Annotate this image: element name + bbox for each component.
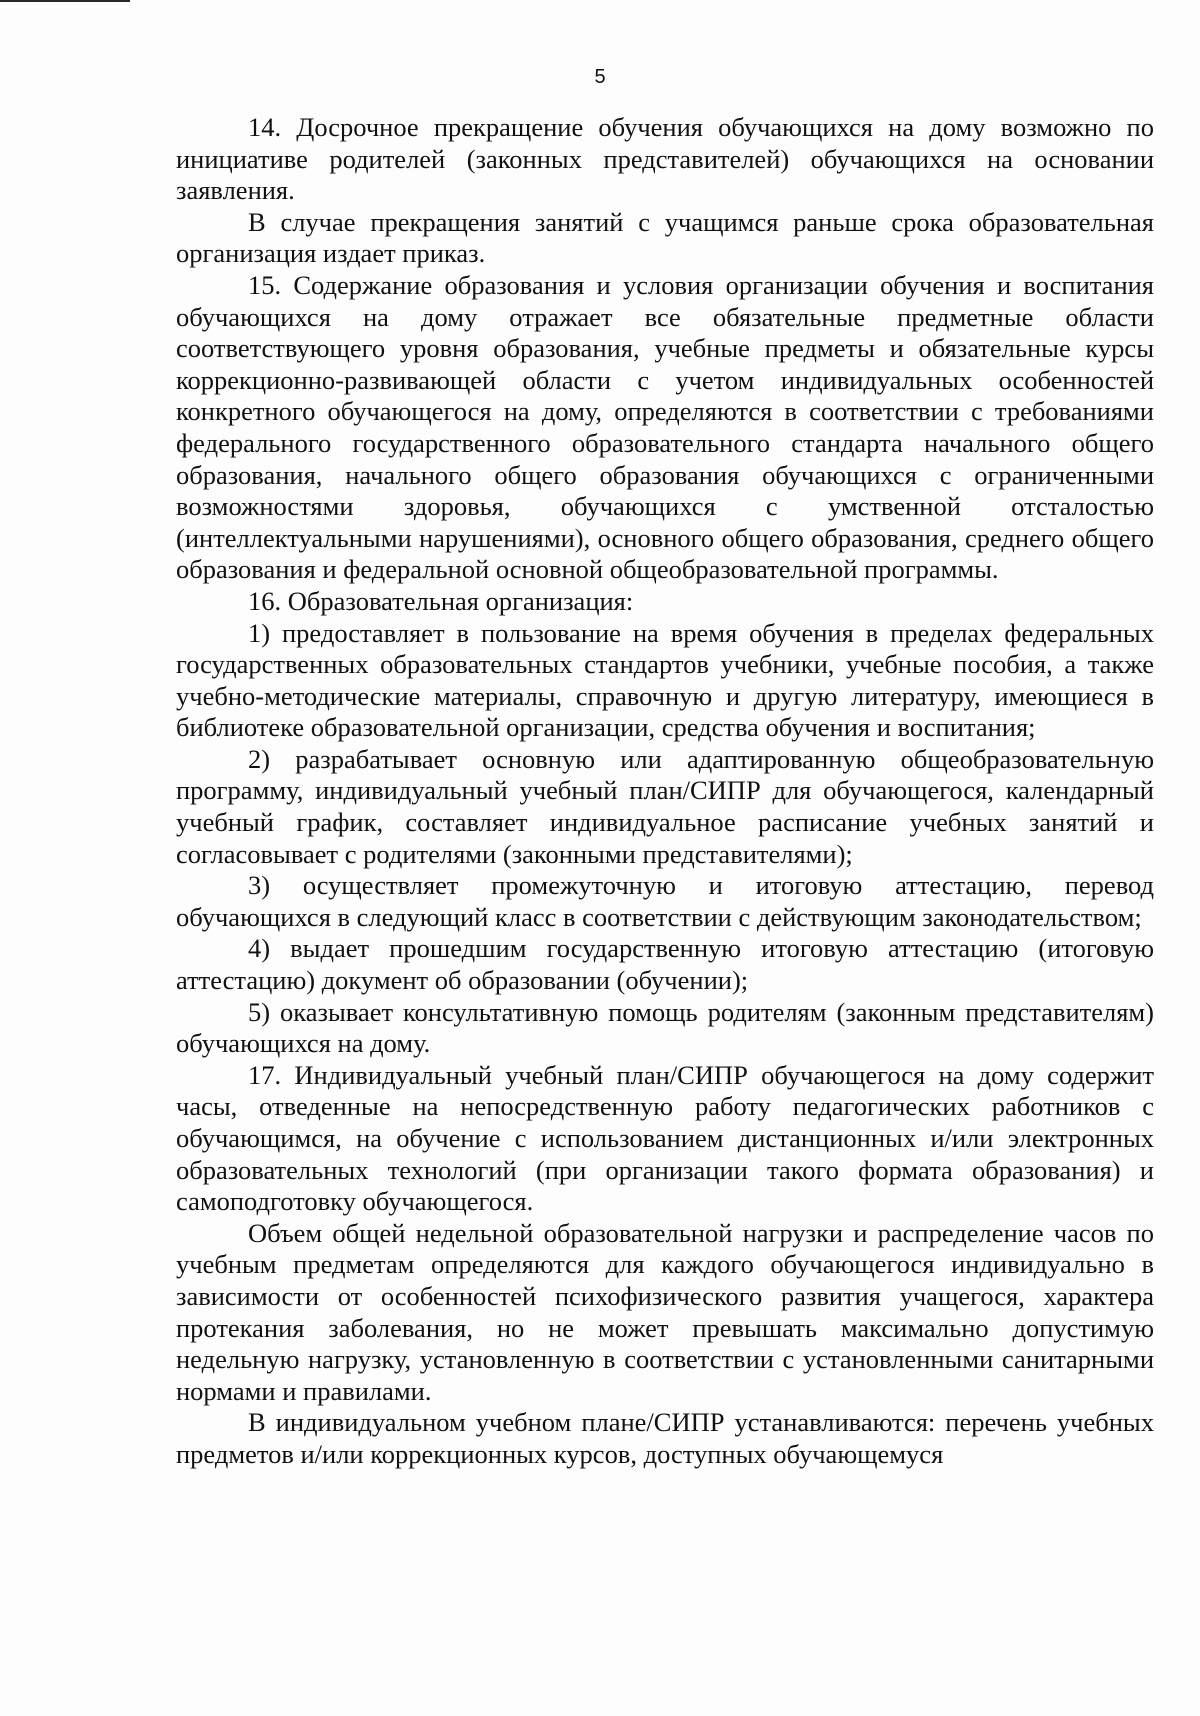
paragraph-14: 14. Досрочное прекращение обучения обучающихся на дому возможно по инициативе родителей (законных представителей) обучающихся на основании заявления. bbox=[176, 112, 1154, 206]
paragraph-17-workload: Объем общей недельной образовательной нагрузки и распределение часов по учебным предметам определяются для каждого обучающегося индивидуально в зависимости от особенностей психофизического развития учащегося, характера протекания заболевания, но не может превышать максимально допустимую недельную нагрузку, установленную в соответствии с установленными санитарными нормами и правилами. bbox=[176, 1217, 1154, 1406]
paragraph-16: 16. Образовательная организация: bbox=[248, 585, 634, 616]
document-body bbox=[176, 112, 1154, 1471]
paragraph-16-item-1: 1) предоставляет в пользование на время обучения в пределах федеральных государственных образовательных стандартов учебники, учебные пособия, а также учебно-методические материалы, справочную и другую литературу, имеющиеся в библиотеке образовательной организации, средства обучения и воспитания; bbox=[176, 617, 1154, 743]
paragraph-16-item-4: 4) выдает прошедшим государственную итоговую аттестацию (итоговую аттестацию) документ об образовании (обучении); bbox=[176, 933, 1154, 996]
paragraph-14-order: В случае прекращения занятий с учащимся раньше срока образовательная организация издает приказ. bbox=[176, 206, 1154, 269]
scan-edge-mark bbox=[0, 0, 130, 2]
paragraph-16-item-5: 5) оказывает консультативную помощь родителям (законным представителям) обучающихся на дому. bbox=[176, 996, 1154, 1059]
paragraph-16-item-2: 2) разрабатывает основную или адаптированную общеобразовательную программу, индивидуальный учебный план/СИПР для обучающегося, календарный учебный график, составляет индивидуальное расписание учебных занятий и согласовывает с родителями (законными представителями); bbox=[176, 743, 1154, 869]
paragraph-17: 17. Индивидуальный учебный план/СИПР обучающегося на дому содержит часы, отведенные на непосредственную работу педагогических работников с обучающимся, на обучение с использованием дистанционных и/или электронных образовательных технологий (при организации такого формата образования) и самоподготовку обучающегося. bbox=[176, 1059, 1154, 1217]
paragraph-16-item-3: 3) осуществляет промежуточную и итоговую аттестацию, перевод обучающихся в следующий класс в соответствии с действующим законодательством; bbox=[176, 870, 1154, 932]
paragraph-17-plan: В индивидуальном учебном плане/СИПР устанавливаются: перечень учебных предметов и/или коррекционных курсов, доступных обучающемуся bbox=[176, 1407, 1154, 1469]
page-number: 5 bbox=[594, 66, 606, 88]
paragraph-15: 15. Содержание образования и условия организации обучения и воспитания обучающихся на дому отражает все обязательные предметные области соответствующего уровня образования, учебные предметы и обязательные курсы коррекционно-развивающей области с учетом индивидуальных особенностей конкретного обучающегося на дому, определяются в соответствии с требованиями федерального государственного образовательного стандарта начального общего образования, начального общего образования обучающихся с ограниченными возможностями здоровья, обучающихся с умственной отсталостью (интеллектуальными нарушениями), основного общего образования, среднего общего образования и федеральной основной общеобразовательной программы. bbox=[176, 269, 1154, 585]
